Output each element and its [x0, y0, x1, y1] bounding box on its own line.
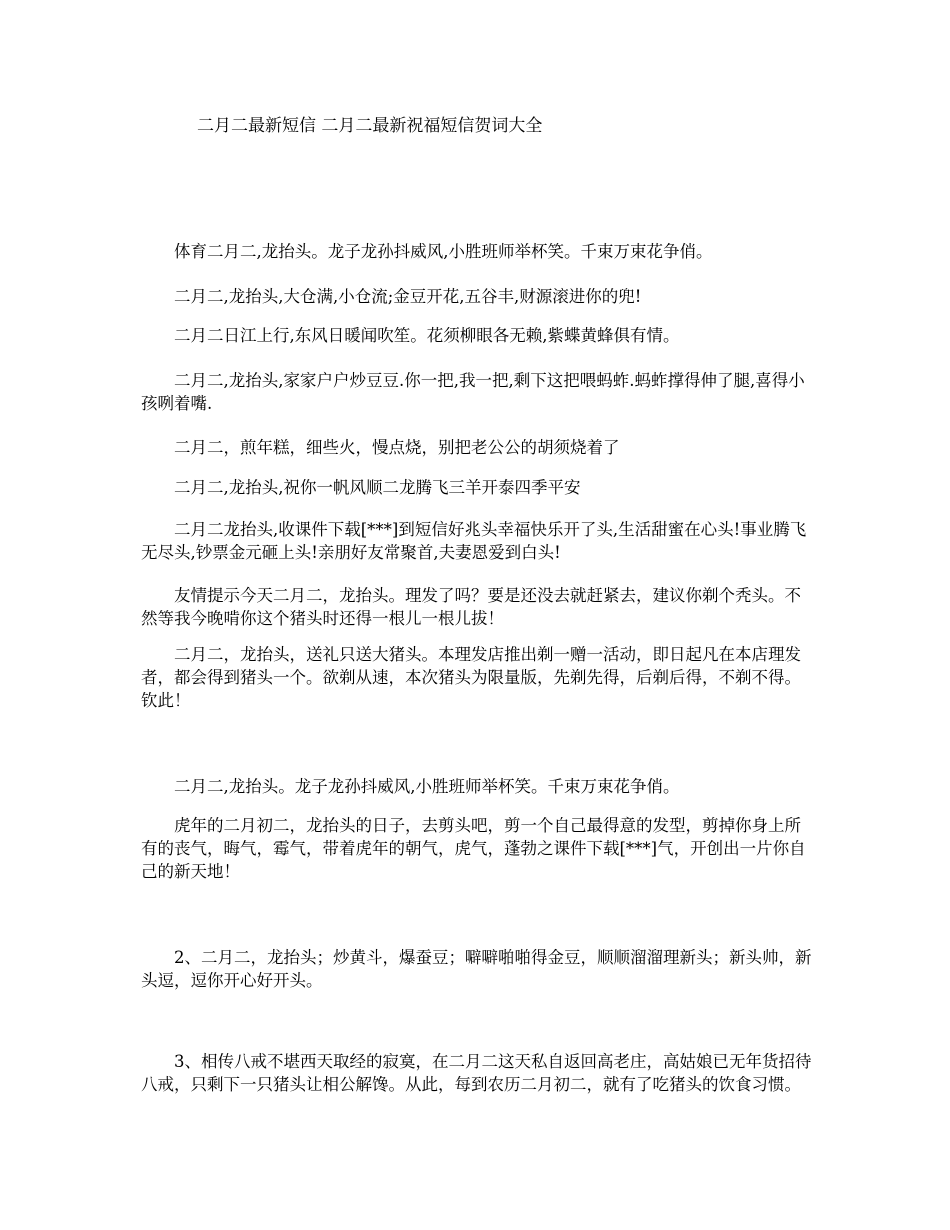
paragraph-9: 二月二，龙抬头，送礼只送大猪头。本理发店推出剃一赠一活动，即日起凡在本店理发者，都会得到猪头一个。欲剃从速，本次猪头为限量版，先剃先得，后剃后得，不剃不得。钦此！ [141, 645, 801, 710]
paragraph-6: 二月二,龙抬头,祝你一帆风顺二龙腾飞三羊开泰四季平安 [174, 478, 581, 497]
paragraph-7: 二月二龙抬头,收课件下载[***]到短信好兆头幸福快乐开了头,生活甜蜜在心头!事业腾飞无尽头,钞票金元砸上头!亲朋好友常聚首,夫妻恩爱到白头! [141, 520, 807, 562]
paragraph-8: 友情提示今天二月二，龙抬头。理发了吗？要是还没去就赶紧去，建议你剃个秃头。不然等我今晚啃你这个猪头时还得一根儿一根儿拔！ [141, 586, 801, 628]
document-title: 二月二最新短信 二月二最新祝福短信贺词大全 [197, 116, 543, 136]
paragraph-12: 2、二月二，龙抬头；炒黄斗，爆蚕豆；噼噼啪啪得金豆，顺顺溜溜理新头；新头帅，新头逗，逗你开心好开头。 [141, 948, 812, 990]
paragraph-2: 二月二,龙抬头,大仓满,小仓流;金豆开花,五谷丰,财源滚进你的兜! [174, 287, 642, 306]
paragraph-5: 二月二，煎年糕，细些火，慢点烧，别把老公公的胡须烧着了 [174, 438, 620, 457]
paragraph-1: 体育二月二,龙抬头。龙子龙孙抖威风,小胜班师举杯笑。千束万束花争俏。 [174, 242, 713, 261]
paragraph-4: 二月二,龙抬头,家家户户炒豆豆.你一把,我一把,剩下这把喂蚂蚱.蚂蚱撑得伸了腿,喜得小孩咧着嘴. [141, 371, 805, 413]
paragraph-10: 二月二,龙抬头。龙子龙孙抖威风,小胜班师举杯笑。千束万束花争俏。 [174, 777, 680, 796]
paragraph-13: 3、相传八戒不堪西天取经的寂寞，在二月二这天私自返回高老庄，高姑娘已无年货招待八戒，只剩下一只猪头让相公解馋。从此，每到农历二月初二，就有了吃猪头的饮食习惯。 [141, 1052, 812, 1094]
paragraph-3: 二月二日江上行,东风日暖闻吹笙。花须柳眼各无赖,紫蝶黄蜂俱有情。 [174, 326, 680, 345]
paragraph-11: 虎年的二月初二，龙抬头的日子，去剪头吧，剪一个自己最得意的发型，剪掉你身上所有的丧气，晦气，霉气，带着虎年的朝气，虎气，蓬勃之课件下载[***]气，开创出一片你自己的新天地！ [141, 816, 806, 881]
